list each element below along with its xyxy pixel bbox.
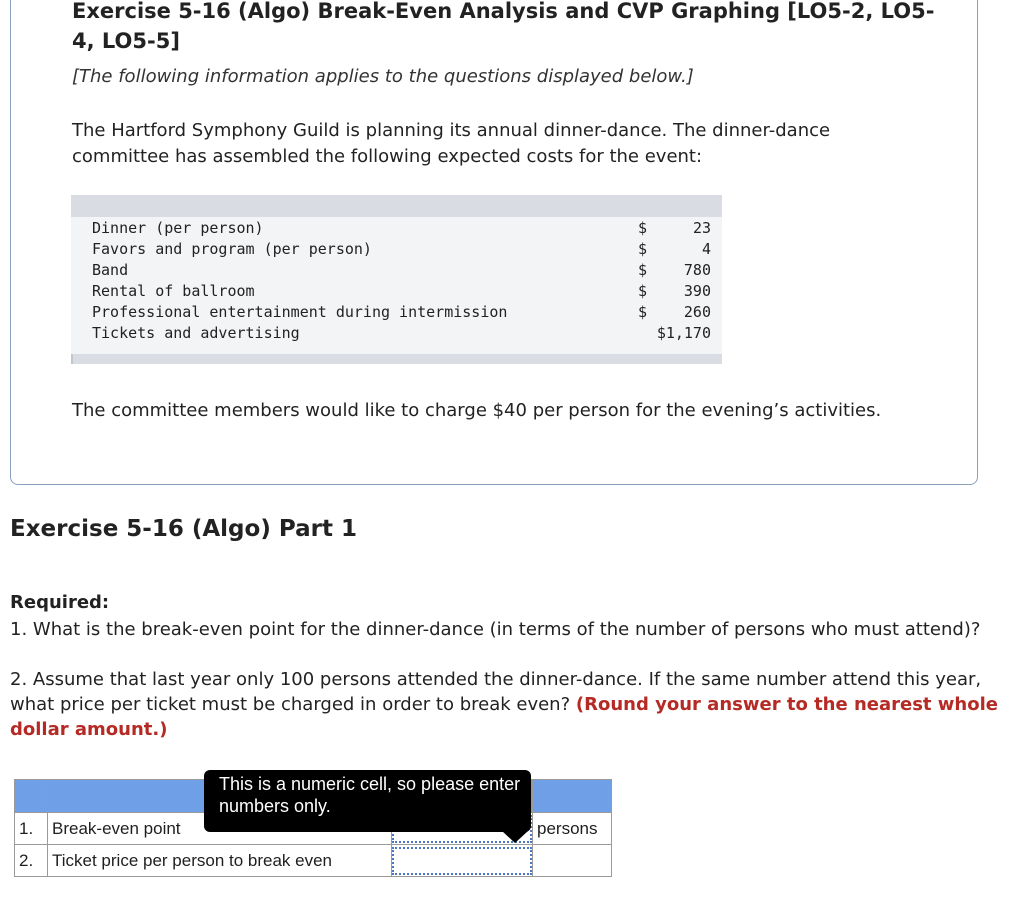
exercise-description: The Hartford Symphony Guild is planning its annual dinner-dance. The dinner-dance committee has assembled the following expected costs for the event:	[72, 120, 831, 167]
cost-amount: 260	[683, 302, 711, 321]
cost-table	[71, 195, 722, 357]
cost-label: Favors and program (per person)	[92, 239, 372, 258]
required-label: Required:	[10, 592, 110, 613]
question-2-text: 2. Assume that last year only 100 persons attended the dinner-dance. If the same number attend this year, what price per ticket must be charged in order to break even?	[10, 669, 982, 715]
exercise-closing: The committee members would like to charge $40 per person for the evening’s activities.	[72, 400, 882, 421]
tooltip-arrow-icon	[502, 831, 528, 843]
part-title: Exercise 5-16 (Algo) Part 1	[10, 516, 357, 542]
cost-amount: 780	[683, 260, 711, 279]
cost-row	[71, 238, 722, 259]
ticket-price-input[interactable]	[392, 847, 532, 875]
unit-label	[533, 845, 612, 877]
cost-label: Professional entertainment during intermission	[92, 302, 508, 321]
cost-label: Band	[92, 260, 129, 279]
exercise-title: Exercise 5-16 (Algo) Break-Even Analysis and CVP Graphing [LO5-2, LO5-4, LO5-5]	[72, 0, 935, 53]
cost-label: Tickets and advertising	[92, 323, 300, 342]
cost-amount: 23	[692, 218, 711, 237]
cost-symbol: $	[638, 281, 648, 300]
numeric-cell-tooltip: This is a numeric cell, so please enter numbers only.	[204, 770, 531, 832]
cost-symbol: $	[638, 239, 648, 258]
cost-table-header	[71, 195, 722, 217]
cost-symbol: $	[638, 302, 648, 321]
header-cell	[15, 780, 48, 813]
cost-label: Dinner (per person)	[92, 218, 264, 237]
answer-cell	[392, 845, 533, 877]
cost-amount: $1,170	[656, 323, 711, 342]
cost-amount: 4	[701, 239, 711, 258]
row-number: 2.	[15, 845, 48, 877]
cost-row	[71, 280, 722, 301]
question-2	[10, 667, 1010, 742]
question-1: 1. What is the break-even point for the dinner-dance (in terms of the number of persons who must attend)?	[10, 619, 981, 640]
cost-symbol: $	[638, 260, 648, 279]
intro-note: [The following information applies to the questions displayed below.]	[72, 66, 694, 87]
cost-table-bottom-bar	[71, 354, 722, 364]
cost-row	[71, 301, 722, 322]
cost-row	[71, 217, 722, 238]
cost-symbol: $	[638, 218, 648, 237]
cost-row	[71, 259, 722, 280]
table-row	[15, 845, 612, 877]
cost-label: Rental of ballroom	[92, 281, 255, 300]
cost-amount: 390	[683, 281, 711, 300]
row-number: 1.	[15, 813, 48, 845]
row-label: Ticket price per person to break even	[48, 845, 392, 877]
row-label: Break-even point	[48, 813, 392, 845]
header-cell	[533, 780, 612, 813]
rounding-note: (Round your answer to the nearest whole dollar amount.)	[10, 694, 998, 740]
cost-row	[71, 322, 722, 343]
unit-label: persons	[533, 813, 612, 845]
